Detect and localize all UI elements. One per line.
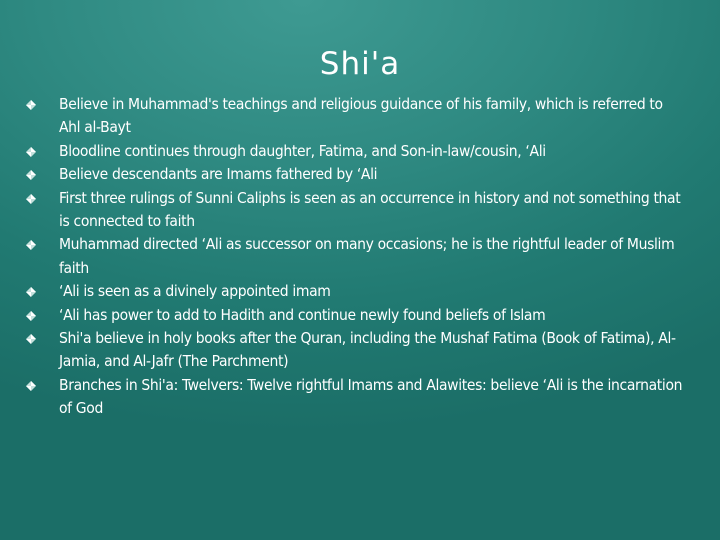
diamond-bullet-icon	[26, 100, 36, 110]
diamond-bullet-icon	[26, 240, 36, 250]
diamond-bullet-icon	[26, 334, 36, 344]
slide-title: Shi'a	[319, 46, 401, 82]
bullet-item	[26, 233, 686, 280]
bullet-item	[26, 187, 686, 234]
bullet-text: Muhammad directed ‘Ali as successor on many occasions; he is the rightful leader of Muslim faith	[59, 235, 675, 277]
bullet-item	[26, 304, 686, 327]
bullet-text: ‘Ali is seen as a divinely appointed imam	[59, 282, 331, 301]
bullet-list	[26, 93, 686, 421]
diamond-bullet-icon	[26, 311, 36, 321]
bullet-text: Believe descendants are Imams fathered by ‘Ali	[59, 165, 378, 184]
bullet-item	[26, 163, 686, 186]
bullet-text: Branches in Shi'a: Twelvers: Twelve rightful Imams and Alawites: believe ‘Ali is the incarnation of God	[59, 375, 683, 418]
bullet-item	[26, 280, 686, 303]
diamond-bullet-icon	[26, 287, 36, 297]
bullet-text: Believe in Muhammad's teachings and religious guidance of his family, which is referred to Ahl al-Bayt	[59, 95, 663, 137]
bullet-text: ‘Ali has power to add to Hadith and continue newly found beliefs of Islam	[59, 305, 546, 324]
bullet-item	[26, 327, 686, 374]
diamond-bullet-icon	[26, 147, 36, 157]
bullet-text: First three rulings of Sunni Caliphs is seen as an occurrence in history and not something that is connected to faith	[59, 188, 681, 231]
bullet-item	[26, 374, 686, 421]
bullet-item	[26, 140, 686, 163]
diamond-bullet-icon	[26, 381, 36, 391]
bullet-text: Shi'a believe in holy books after the Quran, including the Mushaf Fatima (Book of Fatima), Al-Jamia, and Al-Jafr (The Parchment)	[59, 329, 676, 371]
diamond-bullet-icon	[26, 194, 36, 204]
diamond-bullet-icon	[26, 170, 36, 180]
bullet-item	[26, 93, 686, 140]
bullet-text: Bloodline continues through daughter, Fatima, and Son-in-law/cousin, ‘Ali	[59, 141, 546, 160]
